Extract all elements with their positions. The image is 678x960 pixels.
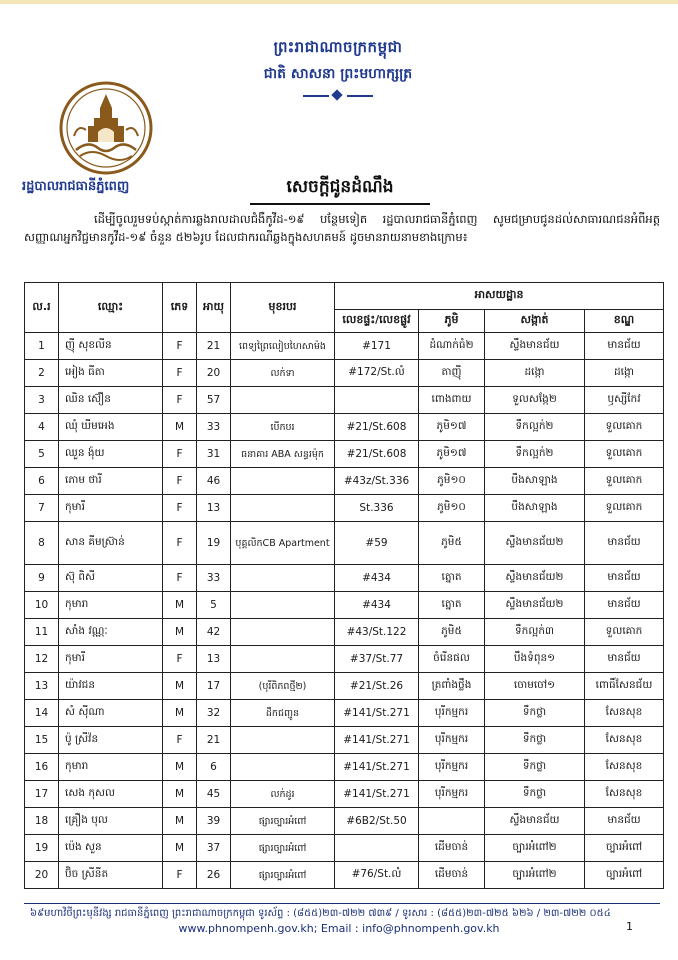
- cell-age: 21: [197, 727, 231, 754]
- cell-name: ភោម ថារី: [59, 468, 163, 495]
- cell-age: 39: [197, 808, 231, 835]
- table-row: [25, 619, 664, 646]
- cell-commune: ចោមចៅ១: [485, 673, 585, 700]
- col-header-address: អាសយដ្ឋាន: [335, 283, 664, 310]
- ornament-divider: [303, 91, 373, 101]
- cell-village: ពោងពាយ: [419, 387, 485, 414]
- cell-commune: ទឹកថ្លា: [485, 727, 585, 754]
- cell-sex: M: [163, 835, 197, 862]
- cell-sex: F: [163, 646, 197, 673]
- cell-age: 21: [197, 333, 231, 360]
- cell-age: 33: [197, 565, 231, 592]
- cell-name: អៀង ធីតា: [59, 360, 163, 387]
- cell-village: ត្នោត: [419, 565, 485, 592]
- cell-age: 31: [197, 441, 231, 468]
- cell-sex: F: [163, 441, 197, 468]
- cell-village: ដំណាក់ធំ២: [419, 333, 485, 360]
- cell-name: កុមារី: [59, 646, 163, 673]
- cell-no: 18: [25, 808, 59, 835]
- cell-no: 10: [25, 592, 59, 619]
- cell-name: ប៊ិច ស្រីនីត: [59, 862, 163, 889]
- cell-district: ទួលគោក: [585, 468, 664, 495]
- cell-sex: M: [163, 619, 197, 646]
- cell-sex: M: [163, 781, 197, 808]
- cell-house: #172/St.លំ: [335, 360, 419, 387]
- cell-house: #76/St.លំ: [335, 862, 419, 889]
- cell-house: #21/St.26: [335, 673, 419, 700]
- table-row: [25, 565, 664, 592]
- footer-divider: [24, 903, 660, 904]
- cell-name: យ៉ាវជន: [59, 673, 163, 700]
- cell-occ: ផ្សារច្បារអំពៅ: [231, 862, 335, 889]
- table-body: [25, 333, 664, 889]
- cell-district: មានជ័យ: [585, 646, 664, 673]
- cell-occ: ធនាគារ ABA សន្ធរម៉ុក: [231, 441, 335, 468]
- cell-no: 12: [25, 646, 59, 673]
- office-name: រដ្ឋបាលរាជធានីភ្នំពេញ: [22, 179, 130, 194]
- national-motto: ជាតិ សាសនា ព្រះមហាក្សត្រ: [263, 66, 413, 82]
- cell-district: ច្បារអំពៅ: [585, 862, 664, 889]
- cell-occ: លក់ទា: [231, 360, 335, 387]
- cell-village: ចំរើនផល: [419, 646, 485, 673]
- cell-commune: បឹងទំពុន១: [485, 646, 585, 673]
- cell-district: ច្បារអំពៅ: [585, 835, 664, 862]
- cell-house: #21/St.608: [335, 414, 419, 441]
- col-header-commune: សង្កាត់: [485, 310, 585, 333]
- cell-occ: [231, 387, 335, 414]
- col-header-house: លេខផ្ទះ/លេខផ្លូវ: [335, 310, 419, 333]
- cell-no: 6: [25, 468, 59, 495]
- cell-village: ភូមិ៥: [419, 619, 485, 646]
- cell-house: #43/St.122: [335, 619, 419, 646]
- cell-sex: F: [163, 565, 197, 592]
- cell-sex: F: [163, 727, 197, 754]
- cell-village: តាញ៉ី: [419, 360, 485, 387]
- cell-age: 26: [197, 862, 231, 889]
- cell-house: #21/St.608: [335, 441, 419, 468]
- cell-sex: F: [163, 333, 197, 360]
- cell-age: 6: [197, 754, 231, 781]
- table-row: [25, 414, 664, 441]
- table-row: [25, 781, 664, 808]
- cell-age: 46: [197, 468, 231, 495]
- cell-district: ទួលគោក: [585, 619, 664, 646]
- cell-village: ភូមិ៥: [419, 522, 485, 565]
- cell-no: 11: [25, 619, 59, 646]
- page-number: 1: [626, 920, 633, 933]
- cell-village: ភូមិ១៧: [419, 441, 485, 468]
- cell-house: #171: [335, 333, 419, 360]
- cell-house: #59: [335, 522, 419, 565]
- cell-no: 9: [25, 565, 59, 592]
- cell-village: បុរីកម្មករ: [419, 700, 485, 727]
- cell-no: 20: [25, 862, 59, 889]
- cell-occ: [231, 619, 335, 646]
- cell-district: សែនសុខ: [585, 754, 664, 781]
- cell-no: 3: [25, 387, 59, 414]
- cell-sex: M: [163, 414, 197, 441]
- cell-sex: F: [163, 862, 197, 889]
- cell-commune: ទួលសង្កែ២: [485, 387, 585, 414]
- cell-age: 32: [197, 700, 231, 727]
- table-row: [25, 468, 664, 495]
- cell-occ: [231, 565, 335, 592]
- table-row: [25, 835, 664, 862]
- cell-commune: ទឹកល្អក់៣: [485, 619, 585, 646]
- table-row: [25, 360, 664, 387]
- table-row: [25, 673, 664, 700]
- table-row: [25, 808, 664, 835]
- cell-district: ពោធិ៍សែនជ័យ: [585, 673, 664, 700]
- cell-house: #141/St.271: [335, 754, 419, 781]
- cell-no: 2: [25, 360, 59, 387]
- table-row: [25, 592, 664, 619]
- cell-district: ទួលគោក: [585, 495, 664, 522]
- cell-village: ត្រពាំងថ្លឹង: [419, 673, 485, 700]
- cell-occ: ផ្សារច្បារអំពៅ: [231, 835, 335, 862]
- cell-occ: [231, 495, 335, 522]
- cell-commune: ច្បារអំពៅ២: [485, 862, 585, 889]
- footer-address: ៦៩មហាវិថីព្រះមុនីវង្ស រាជធានីភ្នំពេញ ព្រះរាជាណាចក្រកម្ពុជា ទូរស័ព្ទ : (៨៥៥)២៣-៧២២ ៧៣៩ / ទូរសារ : (៨៥៥)២៣-៧២៥ ៦២៦ / ២៣-៧២២ ០៥៤: [30, 908, 611, 919]
- table-row: [25, 754, 664, 781]
- cell-occ: [231, 592, 335, 619]
- cell-commune: បឹងសាឡាង: [485, 468, 585, 495]
- col-header-age: អាយុ: [197, 283, 231, 333]
- cell-village: [419, 808, 485, 835]
- table-row: [25, 441, 664, 468]
- cell-occ: ដឹកជញ្ជូន: [231, 700, 335, 727]
- cell-house: [335, 835, 419, 862]
- cell-name: សេង កុសល: [59, 781, 163, 808]
- cell-age: 5: [197, 592, 231, 619]
- table-row: [25, 495, 664, 522]
- cell-name: កុមារា: [59, 592, 163, 619]
- cell-no: 7: [25, 495, 59, 522]
- cell-district: ទួលគោក: [585, 414, 664, 441]
- cell-district: មានជ័យ: [585, 333, 664, 360]
- kingdom-header: [218, 38, 458, 101]
- cell-no: 17: [25, 781, 59, 808]
- top-border: [0, 0, 678, 4]
- cell-no: 4: [25, 414, 59, 441]
- cell-sex: M: [163, 700, 197, 727]
- cell-name: សាន គីមស្រ៊ាន់: [59, 522, 163, 565]
- cell-village: បុរីកម្មករ: [419, 754, 485, 781]
- cell-village: ដើមចាន់: [419, 862, 485, 889]
- cell-no: 16: [25, 754, 59, 781]
- cell-occ: [231, 727, 335, 754]
- cell-occ: លក់ដូរ: [231, 781, 335, 808]
- cell-age: 20: [197, 360, 231, 387]
- cell-age: 45: [197, 781, 231, 808]
- cell-commune: ស្ទឹងមានជ័យ២: [485, 565, 585, 592]
- cell-age: 17: [197, 673, 231, 700]
- cell-age: 57: [197, 387, 231, 414]
- cell-name: សំ ស៊ីណា: [59, 700, 163, 727]
- cell-commune: ស្ទឹងមានជ័យ២: [485, 522, 585, 565]
- cell-village: ភូមិ១៧: [419, 414, 485, 441]
- kingdom-title: ព្រះរាជាណាចក្រកម្ពុជា: [273, 38, 403, 56]
- cell-age: 13: [197, 646, 231, 673]
- cell-name: សាំង វណ្ណៈ: [59, 619, 163, 646]
- cell-district: ឫស្សីកែវ: [585, 387, 664, 414]
- cell-occ: [231, 646, 335, 673]
- cell-occ: ពេទ្យព្រៃលៀបហៃសាម៉ង: [231, 333, 335, 360]
- cell-name: ប៉ូ ស្រីវ៉ន: [59, 727, 163, 754]
- table-row: [25, 333, 664, 360]
- col-header-occupation: មុខរបរ: [231, 283, 335, 333]
- cell-sex: M: [163, 592, 197, 619]
- cell-name: គ្រឿង បុល: [59, 808, 163, 835]
- cell-district: ដង្កោ: [585, 360, 664, 387]
- table-row: [25, 646, 664, 673]
- cell-occ: ផ្សារច្បារអំពៅ: [231, 808, 335, 835]
- cell-sex: F: [163, 522, 197, 565]
- col-header-name: ឈ្មោះ: [59, 283, 163, 333]
- cell-name: ប៉េង សួន: [59, 835, 163, 862]
- cell-occ: បើកបរ: [231, 414, 335, 441]
- cell-occ: [231, 754, 335, 781]
- cell-commune: ដង្កោ: [485, 360, 585, 387]
- cell-district: សែនសុខ: [585, 700, 664, 727]
- cell-district: មានជ័យ: [585, 808, 664, 835]
- cell-no: 15: [25, 727, 59, 754]
- intro-paragraph: ដើម្បីចូលរួមទប់ស្កាត់ការឆ្លងរាលដាលជំងឺកូវីដ-១៩ បន្ថែមទៀត រដ្ឋបាលរាជធានីភ្នំពេញ សូមជម្រាបជូនដល់សាធារណជនអំពីអត្តសញ្ញាណអ្នកវិជ្ជមានកូវីដ-១៩ ចំនួន ៥២៦រូប ដែលជាករណីឆ្លងក្នុងសហគមន៍ ដូចមានរាយនាមខាងក្រោម៖: [24, 212, 660, 244]
- table-row: [25, 522, 664, 565]
- cell-age: 13: [197, 495, 231, 522]
- cell-occ: បុគ្គលិកCB Apartment: [231, 522, 335, 565]
- cell-district: សែនសុខ: [585, 727, 664, 754]
- cell-no: 19: [25, 835, 59, 862]
- cell-commune: ទឹកថ្លា: [485, 700, 585, 727]
- cell-sex: F: [163, 495, 197, 522]
- table-row: [25, 727, 664, 754]
- cell-name: ស៊ុ ពិសី: [59, 565, 163, 592]
- cell-name: ឈួន ង៉ុយ: [59, 441, 163, 468]
- cell-occ: (បុរីពិភពថ្មី២): [231, 673, 335, 700]
- cell-commune: ទឹកថ្លា: [485, 754, 585, 781]
- cell-district: មានជ័យ: [585, 592, 664, 619]
- table-row: [25, 700, 664, 727]
- cell-village: ភូមិ១០: [419, 495, 485, 522]
- cell-district: មានជ័យ: [585, 565, 664, 592]
- cell-commune: ទឹកល្អក់២: [485, 414, 585, 441]
- cell-name: កុមារា: [59, 754, 163, 781]
- phnom-penh-seal-logo: [58, 80, 154, 176]
- col-header-sex: ភេទ: [163, 283, 197, 333]
- cell-no: 1: [25, 333, 59, 360]
- cell-house: #141/St.271: [335, 700, 419, 727]
- cell-village: ភូមិ១០: [419, 468, 485, 495]
- cell-district: ទួលគោក: [585, 441, 664, 468]
- cell-sex: F: [163, 468, 197, 495]
- cell-house: #141/St.271: [335, 781, 419, 808]
- cell-village: បុរីកម្មករ: [419, 727, 485, 754]
- cell-sex: F: [163, 387, 197, 414]
- table-row: [25, 862, 664, 889]
- col-header-village: ភូមិ: [419, 310, 485, 333]
- cell-commune: ទឹកថ្លា: [485, 781, 585, 808]
- cell-commune: ស្ទឹងមានជ័យ: [485, 333, 585, 360]
- cell-commune: ស្ទឹងមានជ័យ: [485, 808, 585, 835]
- footer-website-email: www.phnompenh.gov.kh; Email : info@phnompenh.gov.kh: [178, 922, 500, 935]
- cell-house: #43z/St.336: [335, 468, 419, 495]
- cell-name: ឈិន ស៊ឿន: [59, 387, 163, 414]
- cell-no: 13: [25, 673, 59, 700]
- table-row: [25, 387, 664, 414]
- cell-name: កុមារី: [59, 495, 163, 522]
- cell-village: បុរីកម្មករ: [419, 781, 485, 808]
- cell-no: 8: [25, 522, 59, 565]
- document-title: សេចក្ដីជូនដំណឹង: [250, 176, 430, 205]
- cell-house: St.336: [335, 495, 419, 522]
- cell-sex: M: [163, 808, 197, 835]
- cell-house: #434: [335, 592, 419, 619]
- cell-age: 19: [197, 522, 231, 565]
- cell-age: 37: [197, 835, 231, 862]
- col-header-no: ល.រ: [25, 283, 59, 333]
- cell-age: 42: [197, 619, 231, 646]
- cell-name: ញ៉ី សុខលីន: [59, 333, 163, 360]
- cell-no: 14: [25, 700, 59, 727]
- cell-house: [335, 387, 419, 414]
- cell-sex: M: [163, 754, 197, 781]
- cell-name: ឈុំ ឃីមអេង: [59, 414, 163, 441]
- col-header-district: ខណ្ឌ: [585, 310, 664, 333]
- cell-commune: ទឹកល្អក់២: [485, 441, 585, 468]
- cell-occ: [231, 468, 335, 495]
- cell-house: #6B2/St.50: [335, 808, 419, 835]
- cell-commune: ស្ទឹងមានជ័យ២: [485, 592, 585, 619]
- cell-age: 33: [197, 414, 231, 441]
- cell-commune: បឹងសាឡាង: [485, 495, 585, 522]
- cell-house: #141/St.271: [335, 727, 419, 754]
- cell-district: សែនសុខ: [585, 781, 664, 808]
- cell-house: #434: [335, 565, 419, 592]
- cases-table: [24, 282, 663, 889]
- cell-sex: F: [163, 360, 197, 387]
- cell-village: ដើមចាន់: [419, 835, 485, 862]
- cell-district: មានជ័យ: [585, 522, 664, 565]
- cell-no: 5: [25, 441, 59, 468]
- cell-village: ត្នោត: [419, 592, 485, 619]
- cell-sex: M: [163, 673, 197, 700]
- cell-house: #37/St.77: [335, 646, 419, 673]
- cell-commune: ច្បារអំពៅ២: [485, 835, 585, 862]
